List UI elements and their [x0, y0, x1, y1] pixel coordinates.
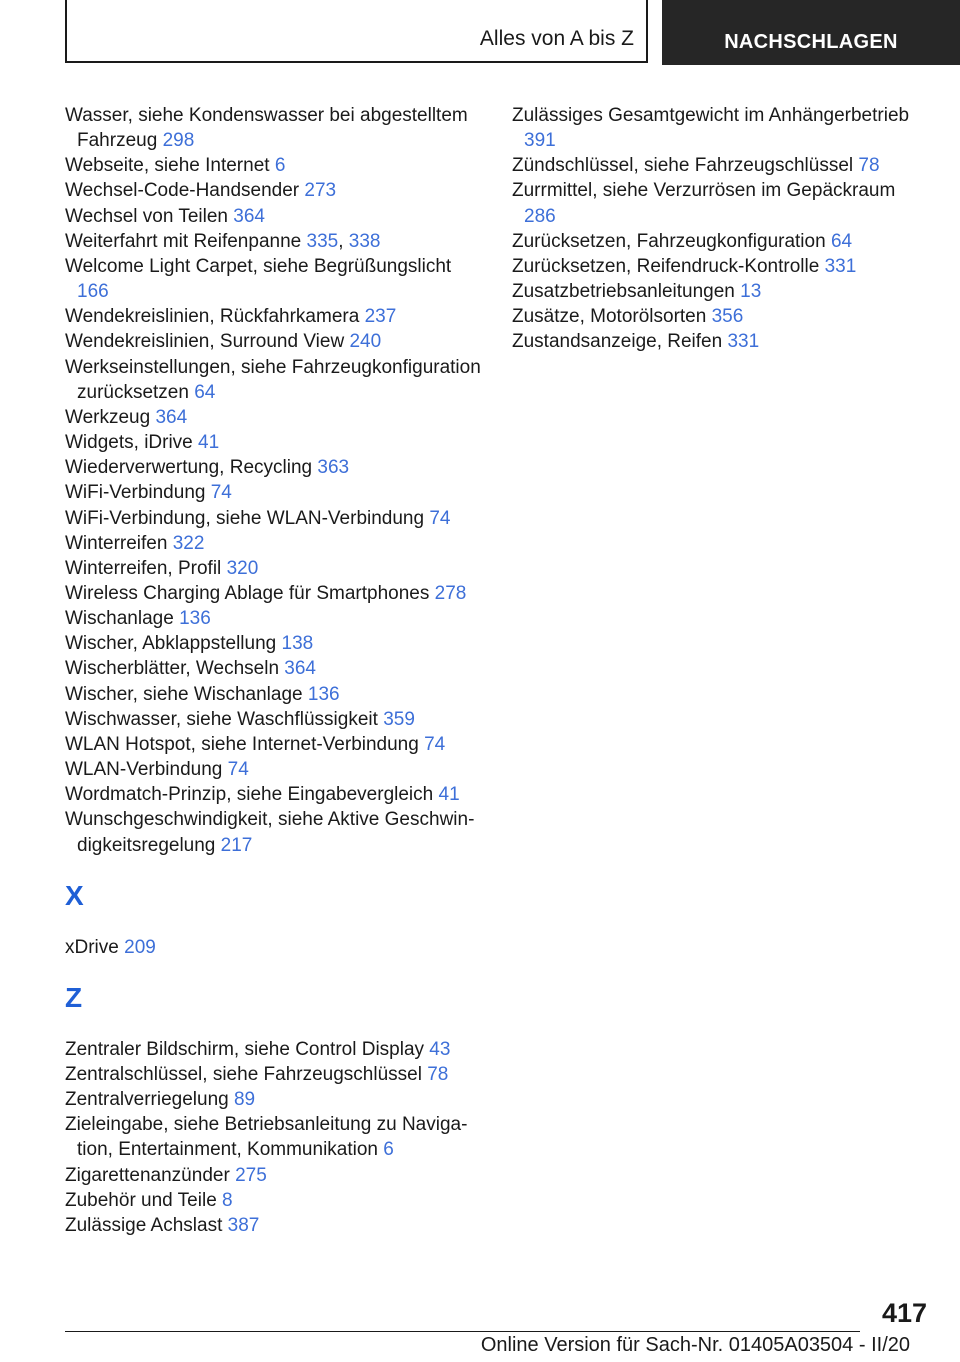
- page-reference-link[interactable]: 331: [727, 331, 760, 353]
- index-term: Zubehör und Teile: [65, 1189, 217, 1211]
- page-reference-link[interactable]: 138: [281, 633, 314, 655]
- index-entry: [65, 1037, 485, 1062]
- index-term: Zurücksetzen, Fahrzeugkonfiguration: [512, 230, 826, 252]
- index-entry: [512, 153, 932, 178]
- index-term: Zurücksetzen, Reifendruck-Kontrolle: [512, 255, 820, 277]
- index-entry: [65, 405, 485, 430]
- index-term: Werkzeug: [65, 406, 151, 428]
- index-column-right: [512, 103, 932, 355]
- page-reference-link[interactable]: 74: [227, 759, 249, 781]
- page-reference-link[interactable]: 41: [438, 784, 460, 806]
- page-reference-link[interactable]: 387: [227, 1214, 260, 1236]
- page-reference-link[interactable]: 41: [198, 432, 220, 454]
- index-entry: [65, 606, 485, 631]
- page-reference-link[interactable]: 275: [235, 1164, 267, 1186]
- page-reference-link[interactable]: 331: [824, 255, 857, 277]
- index-entry: [65, 103, 485, 153]
- index-term: Wechsel von Teilen: [65, 205, 229, 227]
- index-entry: [65, 1163, 485, 1188]
- page-reference-link[interactable]: 78: [858, 155, 880, 177]
- page-reference-link[interactable]: 74: [429, 507, 451, 529]
- page-reference-link[interactable]: 391: [524, 130, 556, 152]
- index-term: Zusatzbetriebsanleitungen: [512, 281, 735, 303]
- index-term: Wischer, siehe Wischanlage: [65, 683, 303, 705]
- index-term: Zusätze, Motorölsorten: [512, 306, 707, 328]
- index-group-z: [65, 1037, 485, 1238]
- page-reference-link[interactable]: 136: [307, 683, 340, 705]
- index-term: Zieleingabe, siehe Betriebsanleitung zu Navigation, Entertainment, Kommunikation: [65, 1114, 468, 1161]
- page-reference-link[interactable]: 136: [179, 608, 211, 630]
- index-term: Wendekreislinien, Surround View: [65, 331, 345, 353]
- index-term: Wechsel-Code-Handsender: [65, 180, 300, 202]
- page-reference-link[interactable]: 286: [524, 205, 556, 227]
- page-reference-link[interactable]: 356: [711, 306, 744, 328]
- page-header: [0, 0, 960, 66]
- index-entry: [65, 935, 485, 960]
- chapter-title: NACHSCHLAGEN: [724, 31, 898, 53]
- index-term: xDrive: [65, 936, 119, 958]
- page-reference-link[interactable]: 237: [364, 306, 397, 328]
- index-term: Winterreifen: [65, 532, 168, 554]
- index-entry: [65, 732, 485, 757]
- index-term: Weiterfahrt mit Reifenpanne: [65, 230, 302, 252]
- page-reference-link[interactable]: 166: [77, 281, 109, 303]
- index-entry: [512, 229, 932, 254]
- page-reference-link[interactable]: 320: [226, 557, 259, 579]
- header-section-box: [65, 0, 648, 63]
- index-entry: [65, 1087, 485, 1112]
- letter-heading-z: Z: [65, 981, 83, 1013]
- index-entry: [65, 1213, 485, 1238]
- index-entry: [65, 178, 485, 203]
- index-term: WLAN Hotspot, siehe Internet-Verbindung: [65, 733, 419, 755]
- page-reference-link[interactable]: 364: [284, 658, 316, 680]
- index-term: Zentraler Bildschirm, siehe Control Display: [65, 1038, 425, 1060]
- index-entry: [65, 631, 485, 656]
- index-term: Zurrmittel, siehe Verzurrösen im Gepäckraum: [512, 180, 896, 202]
- page-reference-link[interactable]: 209: [124, 936, 156, 958]
- index-entry: [65, 304, 485, 329]
- index-term: Wendekreislinien, Rückfahrkamera: [65, 306, 360, 328]
- page-reference-link[interactable]: 278: [434, 582, 467, 604]
- index-entry: [65, 1188, 485, 1213]
- index-term: Wunschgeschwindigkeit, siehe Aktive Geschwindigkeitsregelung: [65, 809, 475, 856]
- index-term: Zündschlüssel, siehe Fahrzeugschlüssel: [512, 155, 854, 177]
- index-term: Werkseinstellungen, siehe Fahrzeugkonfiguration zurücksetzen: [65, 356, 481, 403]
- index-term: Zentralschlüssel, siehe Fahrzeugschlüssel: [65, 1064, 422, 1085]
- footer-divider: [65, 1331, 860, 1332]
- index-term: Winterreifen, Profil: [65, 557, 222, 579]
- page-reference-link[interactable]: 322: [172, 532, 205, 554]
- index-entry: [512, 103, 932, 153]
- index-term: Wischerblätter, Wechseln: [65, 658, 280, 680]
- index-entry: [65, 782, 485, 807]
- index-entry: [65, 656, 485, 681]
- index-entry: [512, 279, 932, 304]
- page-reference-link[interactable]: 363: [317, 457, 350, 479]
- page-number: 417: [881, 1298, 927, 1328]
- page-reference-link[interactable]: 8: [222, 1189, 233, 1211]
- page-reference-link[interactable]: 43: [429, 1038, 451, 1060]
- index-entry: [65, 506, 485, 531]
- index-group-z-continued: [512, 103, 932, 355]
- page-reference-link[interactable]: 13: [740, 281, 762, 303]
- index-term: WiFi-Verbindung, siehe WLAN-Verbindung: [65, 507, 425, 529]
- index-term: Zulässige Achslast: [65, 1214, 223, 1236]
- index-entry: [65, 707, 485, 732]
- index-term: Wischer, Abklappstellung: [65, 633, 277, 655]
- page-reference-link[interactable]: 364: [155, 406, 188, 428]
- page-reference-link[interactable]: 273: [304, 180, 337, 202]
- index-term: Zigarettenanzünder: [65, 1164, 230, 1186]
- index-group-w: [65, 103, 485, 858]
- index-entry: [65, 455, 485, 480]
- page-reference-link[interactable]: 217: [220, 834, 253, 856]
- index-term: Webseite, siehe Internet: [65, 155, 270, 177]
- index-term: Welcome Light Carpet, siehe Begrüßungslicht: [65, 255, 452, 277]
- page-reference-link[interactable]: 338: [348, 230, 381, 252]
- index-entry: [65, 581, 485, 606]
- index-entry: [512, 304, 932, 329]
- online-version-note: Online Version für Sach-Nr. 01405A03504 - II/20: [480, 1334, 910, 1356]
- page-reference-link[interactable]: 89: [233, 1089, 256, 1111]
- page-reference-link[interactable]: 78: [427, 1064, 449, 1085]
- index-term: WiFi-Verbindung: [65, 482, 206, 504]
- index-group-x: [65, 935, 485, 960]
- index-entry: [65, 807, 485, 857]
- index-term: Wiederverwertung, Recycling: [65, 457, 313, 479]
- index-term: Wischanlage: [65, 608, 174, 630]
- index-entry: [512, 254, 932, 279]
- index-term: WLAN-Verbindung: [65, 759, 223, 781]
- index-entry: [65, 531, 485, 556]
- page-reference-link[interactable]: 74: [424, 733, 446, 755]
- index-entry: [65, 1112, 485, 1162]
- index-entry: [512, 178, 932, 228]
- index-term: Wasser, siehe Kondenswasser bei abgestelltem Fahrzeug: [65, 105, 468, 152]
- index-entry: [65, 430, 485, 455]
- page-reference-link[interactable]: 335: [306, 230, 339, 252]
- index-entry: [65, 757, 485, 782]
- index-entry: [65, 153, 485, 178]
- index-column-left: [65, 103, 485, 1238]
- index-entry: [65, 329, 485, 354]
- page-reference-link[interactable]: 74: [210, 482, 232, 504]
- letter-heading-x: X: [65, 879, 84, 911]
- page-reference-link[interactable]: 64: [194, 381, 216, 403]
- page-reference-link[interactable]: 364: [233, 205, 265, 227]
- index-term: Zustandsanzeige, Reifen: [512, 331, 723, 353]
- index-entry: Weiterfahrt mit Reifenpanne 335, 338: [65, 230, 381, 252]
- index-term: Wordmatch-Prinzip, siehe Eingabevergleich: [65, 784, 434, 806]
- page-reference-link[interactable]: 298: [162, 130, 195, 152]
- index-term: Wischwasser, siehe Waschflüssigkeit: [65, 708, 378, 730]
- index-term: Wireless Charging Ablage für Smartphones: [65, 582, 430, 604]
- page-reference-link[interactable]: 6: [383, 1139, 394, 1161]
- index-entry: [65, 355, 485, 405]
- index-entry: [65, 480, 485, 505]
- index-entry: [65, 682, 485, 707]
- index-term: Widgets, iDrive: [65, 432, 193, 454]
- page-reference-link[interactable]: 359: [383, 708, 415, 730]
- page-reference-link[interactable]: 240: [349, 331, 382, 353]
- index-entry: [65, 1062, 485, 1087]
- index-term: Zentralverriegelung: [65, 1089, 229, 1111]
- index-entry: [65, 556, 485, 581]
- section-title: Alles von A bis Z: [479, 27, 634, 50]
- page-reference-link[interactable]: 64: [830, 230, 853, 252]
- index-entry: [65, 254, 485, 304]
- index-entry: [65, 204, 485, 229]
- chapter-tab: [662, 0, 960, 65]
- index-entry: [512, 329, 932, 354]
- page-reference-link[interactable]: 6: [274, 155, 286, 177]
- index-term: Zulässiges Gesamtgewicht im Anhängerbetrieb: [512, 105, 910, 126]
